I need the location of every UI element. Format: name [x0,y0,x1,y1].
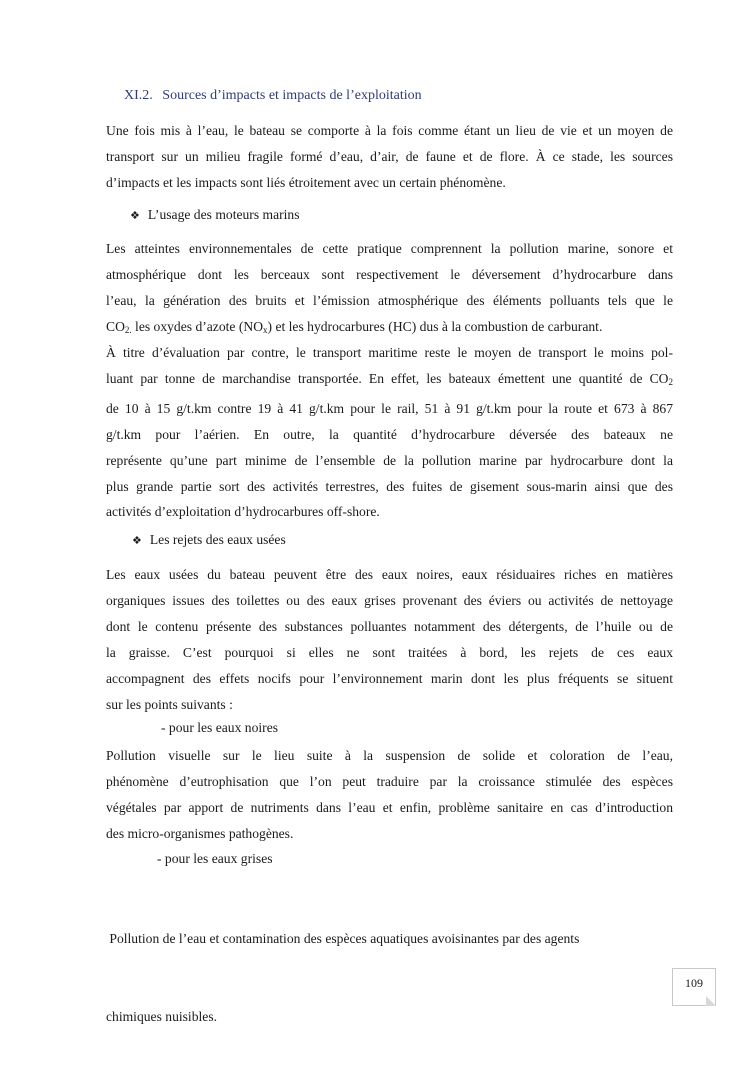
text-line: l’eau, la génération des bruits et l’émission atmosphérique des éléments polluants tels que le [106,292,673,308]
text-line: de 10 à 15 g/t.km contre 19 à 41 g/t.km pour le rail, 51 à 91 g/t.km pour la route et 673 à 867 [106,400,673,416]
text-line: À titre d’évaluation par contre, le transport maritime reste le moyen de transport le moins pol- [106,345,673,360]
list-item-eaux-noires: - pour les eaux noires [161,720,279,735]
text-line: Une fois mis à l’eau, le bateau se comporte à la fois comme étant un lieu de vie et un moyen de [106,123,673,138]
text-line: Pollution visuelle sur le lieu suite à la suspension de solide et coloration de l’eau, [106,748,673,763]
text-line: plus grande partie sort des activités terrestres, des fuites de gisement sous-marin ainsi que des [106,478,673,494]
text-line: organiques issues des toilettes ou des eaux grises provenant des éviers ou activités de nettoyage [106,592,673,608]
page-number-box [672,968,716,1006]
text-line: dont le contenu présente des substances polluantes notamment des détergents, de l’huile ou de [106,618,673,634]
text-line: Pollution de l’eau et contamination des espèces aquatiques avoisinantes par des agents [106,930,580,946]
text-line: représente qu’une part minime de l’ensemble de la pollution marine par hydrocarbure dont la [106,452,673,468]
text-line: chimiques nuisibles. [106,1008,218,1024]
list-item-eaux-grises: - pour les eaux grises [157,851,273,866]
page-number: 109 [685,976,703,990]
diamond-bullet-icon: ❖ [130,209,140,222]
text-line: végétales par apport de nutriments dans l’eau et enfin, problème sanitaire en cas d’introduction [106,799,673,815]
bullet-label: Les rejets des eaux usées [149,532,286,547]
text-line: activités d’exploitation d’hydrocarbures off-shore. [106,504,380,520]
text-line: Les eaux usées du bateau peuvent être des eaux noires, eaux résiduaires riches en matières [106,567,673,582]
text-line: sur les points suivants : [106,696,233,712]
text-line: luant par tonne de marchandise transportée. En effet, les bateaux émettent une quantité de $CO_2$ [106,370,673,387]
text-line: phénomène d’eutrophisation que l’on peut traduire par la croissance stimulée des espèces [106,773,673,789]
text-line: transport sur un milieu fragile formé d’eau, d’air, de faune et de flore. À ce stade, les sources [106,148,673,164]
section-number: XI.2. [124,88,153,103]
text-line: g/t.km pour l’aérien. En outre, la quantité d’hydrocarbure déversée des bateaux ne [106,426,673,442]
text-line: des micro-organismes pathogènes. [106,825,294,841]
paragraph-evaluation [106,340,673,525]
text-line: accompagnent des effets nocifs pour l’environnement marin dont les plus fréquents se situent [106,670,673,686]
section-heading [124,88,422,104]
text-line: Les atteintes environnementales de cette pratique comprennent la pollution marine, sonore et [106,241,673,256]
page-fold-corner [706,996,716,1006]
text-line: atmosphérique dont les berceaux sont respectivement le déversement d’hydrocarbure dans [106,266,673,282]
section-title: Sources d’impacts et impacts de l’exploitation [162,88,422,103]
paragraph-eaux-noires [106,743,673,847]
paragraph-moteurs [106,236,673,344]
co2-line: $CO_{2.}$ les oxydes d’azote $(NO_x)$ et les hydrocarbures (HC) dus à la combustion de carburant. [106,318,603,335]
bullet-label: L’usage des moteurs marins [147,207,300,222]
bullet-rejets [132,532,286,548]
diamond-bullet-icon: ❖ [132,534,142,547]
paragraph-rejets [106,562,673,717]
bullet-moteurs [130,207,300,223]
text-line: la graisse. C’est pourquoi si elles ne sont traitées à bord, les rejets de ces eaux [106,644,673,660]
intro-paragraph [106,118,673,196]
paragraph-eaux-grises [106,874,673,1081]
text-line: d’impacts et les impacts sont liés étroitement avec un certain phénomène. [106,174,506,190]
